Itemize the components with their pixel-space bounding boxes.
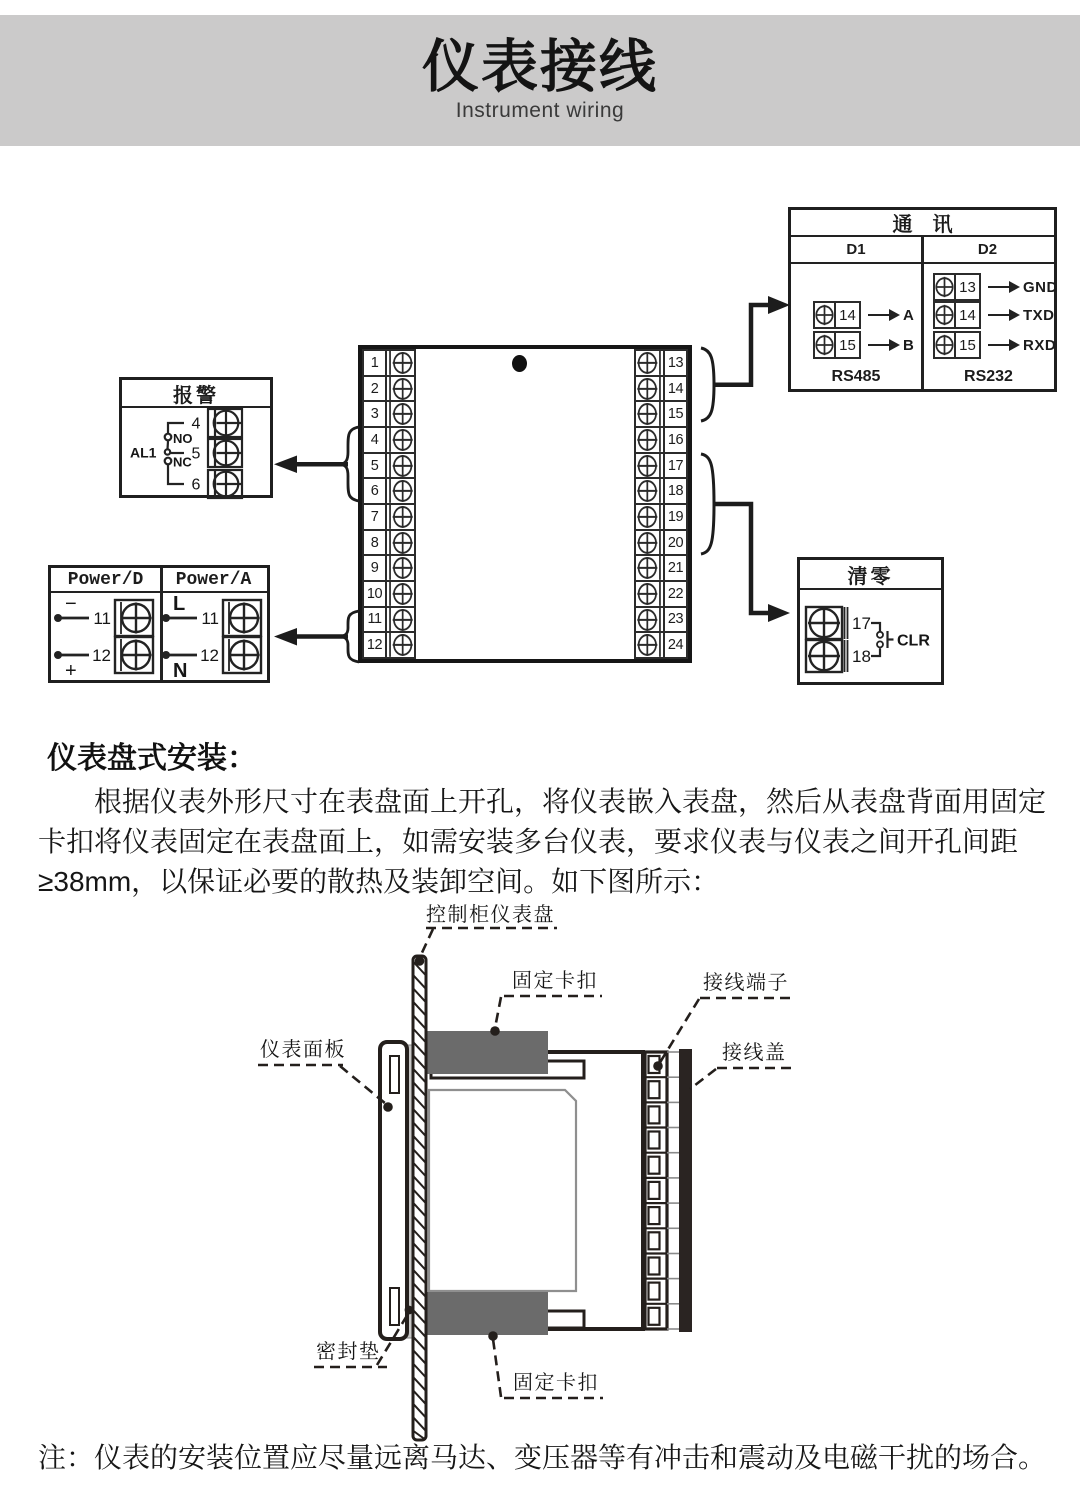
arrow-right-icon (988, 344, 1010, 347)
terminal-number: 17 (663, 454, 686, 478)
screw-terminal-icon (387, 608, 414, 632)
clear-box (797, 557, 944, 685)
line-label: L (173, 593, 186, 615)
screw-terminal-icon (933, 301, 955, 329)
screw-terminal-icon (636, 608, 663, 632)
terminal-number: 4 (191, 415, 201, 433)
signal-label: A (903, 306, 915, 324)
terminal-number: 18 (663, 479, 686, 503)
terminal-number: 22 (663, 582, 686, 606)
terminal-number: 15 (663, 402, 686, 426)
screw-terminal-icon (387, 531, 414, 555)
clr-switch-label: CLR (897, 632, 930, 650)
terminal-row (362, 503, 416, 531)
screw-terminal-icon (387, 582, 414, 606)
screw-terminal-icon (813, 301, 835, 329)
alarm-title: 报警 (122, 380, 270, 408)
header-band (0, 15, 1080, 146)
power-headers (51, 568, 267, 593)
comm-d1-footer: RS485 (831, 368, 881, 385)
power-d-circuit-graphic (51, 593, 159, 685)
terminal-number: 13 (663, 351, 686, 375)
nc-contact-label: NC (173, 454, 192, 470)
center-left-column (362, 349, 416, 659)
power-d-header: Power/D (67, 569, 144, 590)
screw-terminal-icon (636, 505, 663, 529)
terminal-row (634, 529, 688, 557)
terminal-number: 17 (852, 614, 871, 633)
terminal-number: 14 (835, 301, 861, 329)
screw-terminal-icon (636, 556, 663, 580)
page-title: 仪表接线 (422, 34, 658, 99)
terminal-number: 12 (200, 646, 219, 665)
terminal-number: 11 (364, 608, 387, 632)
power-divider (160, 568, 163, 680)
terminal-row (362, 554, 416, 582)
terminal-number: 6 (364, 479, 387, 503)
comm-title: 通 讯 (791, 210, 1054, 237)
screw-terminal-icon (813, 331, 835, 359)
terminal-number: 5 (191, 445, 201, 463)
panel-label: 控制柜仪表盘 (426, 904, 555, 926)
screw-terminal-icon (636, 479, 663, 503)
terminal-number: 1 (364, 351, 387, 375)
terminal-row (362, 375, 416, 403)
power-a-header: Power/A (175, 569, 252, 590)
screw-terminal-icon (636, 402, 663, 426)
power-a-circuit-graphic (159, 593, 267, 685)
terminal-row (362, 349, 416, 377)
terminal-number: 14 (663, 377, 686, 401)
terminal-number: 16 (663, 428, 686, 452)
terminal-number: 15 (835, 331, 861, 359)
screw-terminal-icon (387, 428, 414, 452)
clear-circuit-graphic (800, 590, 941, 686)
arrow-right-icon (868, 344, 890, 347)
terminal-row (362, 426, 416, 454)
screw-terminal-icon (387, 402, 414, 426)
terminal-row (634, 631, 688, 659)
terminal-row (634, 554, 688, 582)
comm-d1-header: D1 (846, 241, 866, 258)
screw-terminal-icon (636, 351, 663, 375)
wiring-diagram (0, 180, 1080, 720)
terminal-label: 接线端子 (703, 972, 789, 994)
screw-terminal-icon (387, 377, 414, 401)
terminal-number: 19 (663, 505, 686, 529)
comm-d2-header: D2 (977, 241, 998, 258)
screw-terminal-icon (636, 582, 663, 606)
terminal-number: 14 (955, 301, 981, 329)
alarm-circuit-graphic (122, 408, 270, 500)
terminal-number: 21 (663, 556, 686, 580)
polarity-label: + (65, 660, 77, 682)
comm-divider (921, 237, 924, 389)
terminal-number: 9 (364, 556, 387, 580)
comm-box (788, 207, 1057, 392)
terminal-row (362, 631, 416, 659)
terminal-number: 4 (364, 428, 387, 452)
no-contact-label: NO (173, 431, 193, 446)
comm-terminal-row (933, 331, 1056, 359)
terminal-number: 15 (955, 331, 981, 359)
terminal-row (362, 452, 416, 480)
alarm-channel-label: AL1 (130, 444, 157, 461)
terminal-row (634, 349, 688, 377)
clear-title: 清零 (800, 560, 941, 590)
power-box (48, 565, 270, 683)
faceplate-label: 仪表面板 (260, 1039, 346, 1061)
terminal-row (362, 400, 416, 428)
terminal-row (362, 529, 416, 557)
page-subtitle: Instrument wiring (455, 99, 625, 123)
signal-label: B (903, 336, 915, 354)
cover-label: 接线盖 (722, 1042, 787, 1064)
terminal-number: 3 (364, 402, 387, 426)
install-heading: 仪表盘式安装： (47, 742, 257, 775)
screw-terminal-icon (933, 331, 955, 359)
screw-terminal-icon (387, 505, 414, 529)
clip-top-label: 固定卡扣 (512, 970, 598, 992)
terminal-row (362, 606, 416, 634)
signal-label: GND (1023, 278, 1058, 296)
screw-terminal-icon (933, 273, 955, 301)
screw-terminal-icon (636, 428, 663, 452)
polarity-label: − (65, 593, 77, 615)
terminal-number: 7 (364, 505, 387, 529)
terminal-number: 11 (93, 609, 111, 628)
footer-note: 注：仪表的安装位置应尽量远离马达、变压器等有冲击和震动及电磁干扰的场合。 (38, 1442, 1047, 1473)
terminal-number: 11 (201, 609, 219, 628)
install-paragraph: 根据仪表外形尺寸在表盘面上开孔，将仪表嵌入表盘，然后从表盘背面用固定卡扣将仪表固定在表盘面上，如需安装多台仪表，要求仪表与仪表之间开孔间距≥38mm，以保证必要的散热及装卸空间。如下图所示： (38, 786, 1047, 897)
clip-bottom-label: 固定卡扣 (513, 1372, 599, 1394)
arrow-right-icon (868, 314, 890, 317)
terminal-number: 18 (852, 647, 871, 666)
terminal-row (634, 426, 688, 454)
neutral-label: N (173, 660, 188, 682)
terminal-number: 12 (364, 633, 387, 657)
screw-terminal-icon (636, 531, 663, 555)
screw-terminal-icon (387, 556, 414, 580)
screw-terminal-icon (387, 479, 414, 503)
install-diagram (250, 890, 810, 1450)
screw-terminal-icon (387, 351, 414, 375)
screw-terminal-icon (387, 454, 414, 478)
terminal-row (634, 375, 688, 403)
terminal-number: 12 (92, 646, 111, 665)
comm-terminal-row (813, 301, 914, 329)
terminal-row (634, 606, 688, 634)
terminal-number: 5 (364, 454, 387, 478)
screw-terminal-icon (636, 633, 663, 657)
signal-label: RXD (1023, 336, 1057, 354)
screw-terminal-icon (636, 454, 663, 478)
terminal-number: 8 (364, 531, 387, 555)
alarm-box (119, 377, 273, 498)
terminal-number: 6 (191, 476, 201, 494)
signal-label: TXD (1023, 306, 1055, 324)
terminal-row (634, 477, 688, 505)
comm-terminal-row (933, 273, 1058, 301)
comm-terminal-row (933, 301, 1055, 329)
comm-terminal-row (813, 331, 914, 359)
terminal-row (634, 400, 688, 428)
terminal-number: 13 (955, 273, 981, 301)
terminal-row (362, 580, 416, 608)
terminal-number: 10 (364, 582, 387, 606)
terminal-number: 24 (663, 633, 686, 657)
arrow-right-icon (988, 286, 1010, 289)
comm-d2-footer: RS232 (964, 368, 1013, 385)
terminal-row (634, 580, 688, 608)
center-right-column (634, 349, 688, 659)
terminal-row (362, 477, 416, 505)
terminal-row (634, 452, 688, 480)
gasket-label: 密封垫 (316, 1341, 381, 1363)
terminal-row (634, 503, 688, 531)
arrow-right-icon (988, 314, 1010, 317)
indicator-dot (512, 355, 527, 372)
screw-terminal-icon (636, 377, 663, 401)
terminal-number: 20 (663, 531, 686, 555)
center-terminal-block (358, 345, 692, 663)
screw-terminal-icon (387, 633, 414, 657)
terminal-number: 2 (364, 377, 387, 401)
terminal-number: 23 (663, 608, 686, 632)
